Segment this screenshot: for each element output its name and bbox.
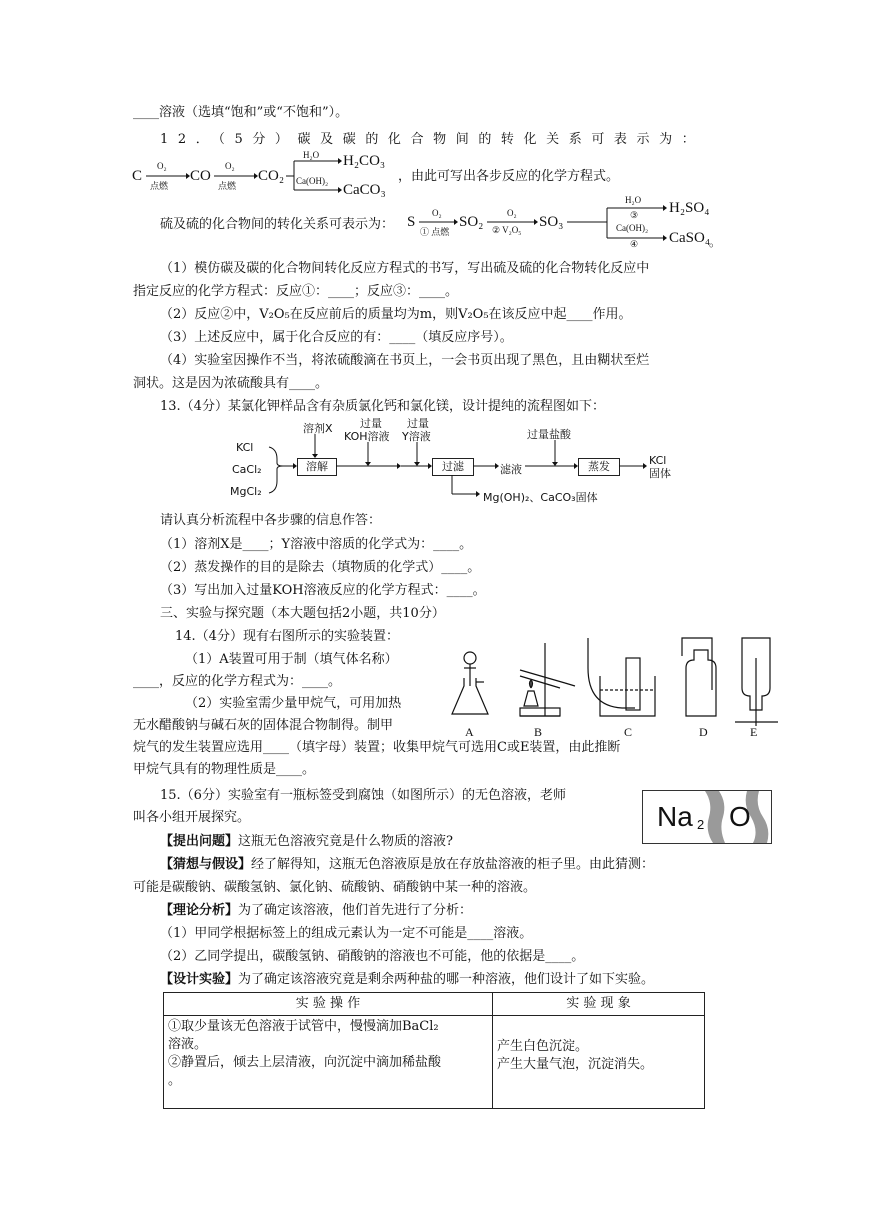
corroded-label-image <box>642 790 772 844</box>
text-line: 硫及硫的化合物间的转化关系可表示为： <box>160 217 395 232</box>
arrow-label: ① 点燃 <box>420 227 450 237</box>
section-3-heading: 三、实验与探究题（本大题包括2小题，共10分） <box>160 606 445 621</box>
text-line: 无水醋酸钠与碱石灰的固体混合物制得。制甲 <box>133 718 394 733</box>
operation-step-1b: 溶液。 <box>168 1037 208 1052</box>
text-line: （1）模仿碳及碳的化合物间转化反应方程式的书写，写出硫及硫的化合物转化反应中 <box>160 261 650 276</box>
arrow-label: O₂ <box>507 208 517 218</box>
step-dissolve: 溶解 <box>297 458 337 476</box>
question-15-heading: 15.（6分）实验室有一瓶标签受到腐蚀（如图所示）的无色溶液，老师 <box>160 788 566 803</box>
formula-h2co3: H₂CO₃ <box>343 153 386 169</box>
formula-so2: SO₂ <box>459 214 484 230</box>
question-13-heading: 13.（4分）某氯化钾样品含有杂质氯化钙和氯化镁，设计提纯的流程图如下： <box>160 399 605 414</box>
theory-text: 为了确定该溶液，他们首先进行了分析： <box>238 903 473 918</box>
operation-step-2: ②静置后，倾去上层清液，向沉淀中滴加稀盐酸 <box>168 1055 442 1070</box>
formula-so3: SO₃ <box>539 214 564 230</box>
arrow-label: O₂ <box>157 161 167 171</box>
label-c: C <box>624 725 633 739</box>
apparatus-e-bottle <box>735 638 778 726</box>
label-text-o: O <box>729 801 751 832</box>
apparatus-b-heating <box>520 643 575 716</box>
apparatus-a-flask <box>452 652 488 714</box>
y-label-1: 过量 <box>407 417 429 430</box>
theory-analysis <box>160 902 472 920</box>
sulfur-arrows <box>407 193 727 253</box>
tag-problem: 【提出问题】 <box>160 834 239 849</box>
arrow-label: Ca(OH)₂ <box>616 223 649 233</box>
text-line: （1）甲同学根据标签上的组成元素认为一定不可能是____溶液。 <box>160 926 533 941</box>
koh-label-2: KOH溶液 <box>344 430 390 443</box>
text-line: （2）实验室需少量甲烷气，可用加热 <box>185 696 402 711</box>
observation-cell <box>493 1016 705 1109</box>
hypothesis <box>160 856 654 874</box>
arrow-label: O₂ <box>432 208 442 218</box>
header-operation: 实 验 操 作 <box>164 993 493 1016</box>
arrow-label: O₂ <box>225 161 235 171</box>
apparatus-d-bottle <box>682 638 716 716</box>
sulfur-conversion-diagram <box>407 193 727 253</box>
text-line: 请认真分析流程中各步骤的信息作答： <box>160 513 382 528</box>
product-label-1: KCl <box>649 454 667 467</box>
problem-text: 这瓶无色溶液究竟是什么物质的溶液? <box>238 834 453 849</box>
formula-s: S <box>407 214 416 230</box>
text-line: （4）实验室因操作不当，将浓硫酸滴在书页上，一会书页出现了黑色，且由糊状至烂 <box>160 353 650 368</box>
apparatus-c-trough <box>588 638 655 716</box>
text-line: ____溶液（选填“饱和”或“不饱和”）。 <box>133 105 349 120</box>
tag-theory: 【理论分析】 <box>160 903 239 918</box>
design-text: 为了确定该溶液究竟是剩余两种盐的哪一种溶液，他们设计了如下实验。 <box>238 972 655 987</box>
operation-cell <box>164 1016 493 1109</box>
label-b: B <box>534 725 543 739</box>
text-line: （2）反应②中，V₂O₅在反应前后的质量均为m，则V₂O₅在该反应中起____作用。 <box>160 307 632 322</box>
design-experiment <box>160 971 654 989</box>
filtrate-label: 滤液 <box>500 463 522 476</box>
formula-co2: CO₂ <box>258 168 285 184</box>
step-evaporate: 蒸发 <box>578 458 620 476</box>
formula-h2so4: H₂SO₄ <box>669 200 710 216</box>
step-filter: 过滤 <box>432 458 474 476</box>
formula-caso4: CaSO₄ <box>669 230 711 246</box>
solid-byproduct: Mg(OH)₂、CaCO₃固体 <box>483 491 598 504</box>
hypothesis-text: 经了解得知，这瓶无色溶液原是放在存放盐溶液的柜子里。由此猜测： <box>251 857 655 872</box>
problem-statement <box>160 833 453 851</box>
arrow-label: H₂O <box>303 150 320 160</box>
label-e: E <box>750 725 758 739</box>
arrow-label: 点燃 <box>218 181 237 191</box>
label-text-na: Na <box>657 801 693 832</box>
arrow-label: ④ <box>630 239 639 249</box>
apparatus-drawing <box>450 628 780 743</box>
koh-label-1: 过量 <box>360 417 382 430</box>
text-line: 烷气的发生装置应选用____（填字母）装置；收集甲烷气可选用C或E装置，由此推断 <box>133 740 621 755</box>
carbon-conversion-diagram <box>130 150 430 200</box>
label-a: A <box>465 725 474 739</box>
label-text-subscript: 2 <box>697 817 705 832</box>
arrow-label: ③ <box>630 210 639 220</box>
text-line: 叫各小组开展探究。 <box>133 810 251 825</box>
flowchart-arrows <box>225 415 695 505</box>
text-line: （1）溶剂X是____；Y溶液中溶质的化学式为：____。 <box>160 537 473 552</box>
observation-1: 产生白色沉淀。 <box>497 1039 589 1054</box>
question-14-heading: 14.（4分）现有右图所示的实验装置： <box>175 629 399 644</box>
text-line: （2）蒸发操作的目的是除去（填物质的化学式）____。 <box>160 560 481 575</box>
text-line: 指定反应的化学方程式：反应①：____；反应③：____。 <box>133 284 459 299</box>
text-line: ，由此可写出各步反应的化学方程式。 <box>398 169 620 184</box>
arrow-label: ② V₂O₅ <box>492 225 522 235</box>
arrow-label: Ca(OH)₂ <box>296 176 329 186</box>
question-12-heading: 12．（5分）碳及碳的化合物间的转化关系可表示为： <box>160 132 705 147</box>
text-line: （1）A装置可用于制（填气体名称） <box>185 652 398 667</box>
label-d: D <box>699 725 708 739</box>
operation-step-1: ①取少量该无色溶液于试管中，慢慢滴加BaCl₂ <box>168 1019 439 1034</box>
input-kcl: KCl <box>236 441 254 454</box>
formula-co: CO <box>190 168 211 184</box>
tag-design: 【设计实验】 <box>160 972 239 987</box>
solvent-x: 溶剂X <box>303 422 333 435</box>
input-mgcl2: MgCl₂ <box>230 485 262 498</box>
formula-c: C <box>132 168 143 184</box>
operation-step-2b: 。 <box>168 1073 182 1088</box>
input-cacl2: CaCl₂ <box>232 463 262 476</box>
end-mark: 。 <box>709 235 722 249</box>
text-line: （3）写出加入过量KOH溶液反应的化学方程式：____。 <box>160 583 486 598</box>
text-line: （2）乙同学提出，碳酸氢钠、硝酸钠的溶液也不可能，他的依据是____。 <box>160 949 585 964</box>
product-label-2: 固体 <box>649 467 671 480</box>
observation-2: 产生大量气泡，沉淀消失。 <box>497 1057 654 1072</box>
y-label-2: Y溶液 <box>402 430 431 443</box>
tag-hypothesis: 【猜想与假设】 <box>160 857 252 872</box>
header-observation: 实 验 现 象 <box>493 993 705 1016</box>
purification-flowchart <box>225 415 695 505</box>
text-line: 洞状。这是因为浓硫酸具有____。 <box>133 376 329 391</box>
arrow-label: H₂O <box>625 195 642 205</box>
lab-apparatus-figure <box>450 628 780 743</box>
text-line: 甲烷气具有的物理性质是____。 <box>133 762 316 777</box>
carbon-arrows <box>130 150 430 200</box>
text-line: （3）上述反应中，属于化合反应的有：____（填反应序号）。 <box>160 330 513 345</box>
text-line: ____，反应的化学方程式为：____。 <box>133 674 342 689</box>
text-line: 可能是碳酸钠、碳酸氢钠、氯化钠、硫酸钠、硝酸钠中某一种的溶液。 <box>133 880 537 895</box>
experiment-table <box>163 992 705 1109</box>
arrow-label: 点燃 <box>150 181 169 191</box>
formula-caco3: CaCO₃ <box>343 182 386 198</box>
hcl-label: 过量盐酸 <box>527 428 571 441</box>
